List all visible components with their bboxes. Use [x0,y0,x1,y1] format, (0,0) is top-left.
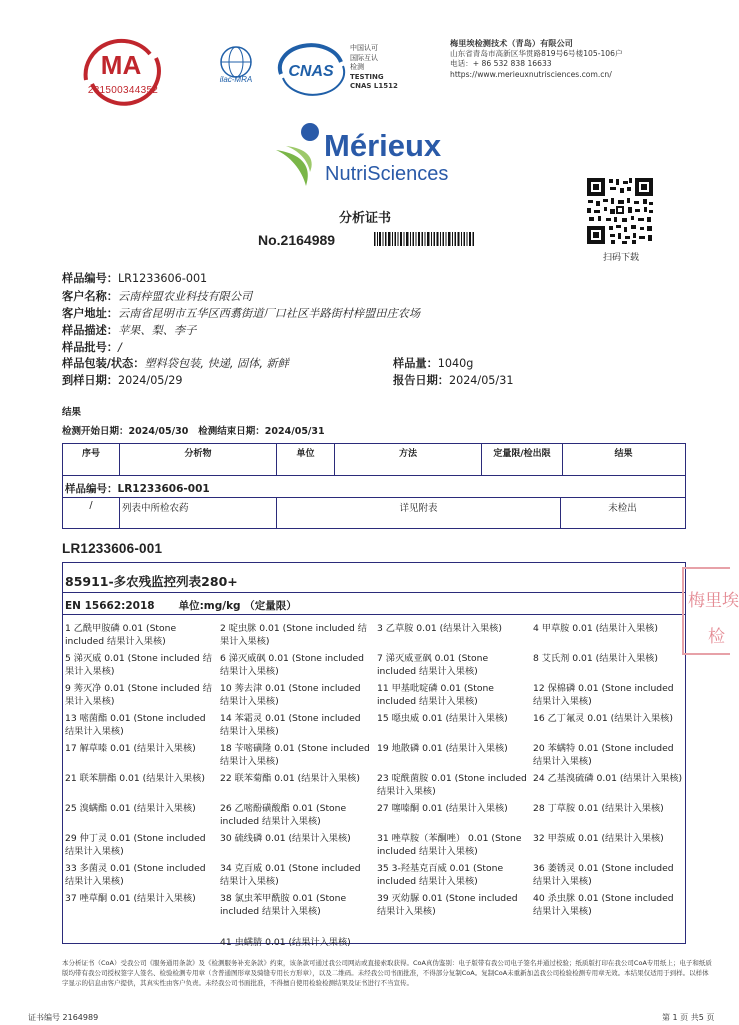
pesticide-item: 3 乙草胺 0.01 (结果计入果核) [377,623,502,634]
pesticide-item: 36 萎锈灵 0.01 (Stone included 结果计入果核) [533,863,674,887]
info-batch: 样品批号：/ [62,341,122,354]
row-method: 详见附表 [277,498,561,528]
results-sample-row: 样品编号：LR1233606-001 [63,476,685,498]
pesticide-item: 17 解草嗪 0.01 (结果计入果核) [65,743,196,754]
pesticide-item: 32 甲萘威 0.01 (结果计入果核) [533,833,664,844]
ilac-label: ilac-MRA [219,75,253,84]
pesticide-sample-id: LR1233606-001 [62,541,163,556]
info-arrival-date: 到样日期：2024/05/29 [62,374,183,387]
pesticide-item: 31 唑草胺（苯酮唑） 0.01 (Stone included 结果计入果核) [377,833,522,857]
pesticide-item: 8 艾氏剂 0.01 (结果计入果核) [533,653,658,664]
cma-code: 231500344352 [87,85,159,96]
company-website: https://www.merieuxnutrisciences.com.cn/ [450,69,612,79]
pesticide-item: 33 多菌灵 0.01 (Stone included 结果计入果核) [65,863,206,887]
pesticide-item: 39 灭幼脲 0.01 (Stone included 结果计入果核) [377,893,518,917]
stamp-text: 梅里埃 检 [688,591,739,647]
svg-text:MA: MA [100,50,142,80]
test-dates: 检测开始日期：2024/05/30 检测结束日期：2024/05/31 [62,426,325,437]
cnas-label: CNAS [288,63,334,80]
col-unit: 单位 [277,444,335,475]
pesticide-item: 10 莠去津 0.01 (Stone included 结果计入果核) [220,683,361,707]
info-report-date: 报告日期：2024/05/31 [393,374,514,387]
col-loq: 定量限/检出限 [482,444,563,475]
info-quantity: 样品量：1040g [393,357,474,370]
pesticide-item: 16 乙丁氟灵 0.01 (结果计入果核) [533,713,673,724]
row-no: / [63,498,120,528]
pesticide-item: 7 涕灭威亚砜 0.01 (Stone included 结果计入果核) [377,653,489,677]
page-number: 第 1 页 共5 页 [662,1013,715,1022]
pesticide-item: 35 3-羟基克百威 0.01 (Stone included 结果计入果核) [377,863,504,887]
pesticide-item: 37 唑草酮 0.01 (结果计入果核) [65,893,196,904]
pesticide-item: 20 苯螨特 0.01 (Stone included 结果计入果核) [533,743,674,767]
pesticide-item: 5 涕灭威 0.01 (Stone included 结果计入果核) [65,653,212,677]
pesticide-item: 4 甲草胺 0.01 (结果计入果核) [533,623,658,634]
cnas-accreditation-text: 中国认可 国际互认 检测 TESTING CNAS L1512 [350,44,398,90]
results-table-header [63,444,685,476]
disclaimer: 本分析证书（CoA）受我公司《服务通用条款》及《检测服务补充条款》约束，该条款可通过我公司网站或直接索取获得。CoA真伪鉴别：电子版带有我公司电子签名并通过校验；纸质版打印在我公司CoA专用纸上；电子和纸质版均带有我公司授权签字人签名、检验检测专用章（含普通图形章及骑缝专用长方形章），以及二维码。未经我公司书面批准，不得部分复制CoA。复制CoA未重新加盖我公司检验检测专用章无效。本结果仅适用于到样。以样体字显示的信息由客户提供，其真实性由客户负责。未经我公司书面批准，不得擅自使用检验检测结果及证书进行不当宣传。 [62,959,712,987]
col-no: 序号 [63,444,120,475]
info-client: 客户名称：云南梓盟农业科技有限公司 [62,290,253,303]
pesticide-item: 23 啶酰菌胺 0.01 (Stone included 结果计入果核) [377,773,527,797]
barcode-icon [374,232,474,246]
cnas-logo-icon [275,44,347,92]
col-method: 方法 [335,444,482,475]
info-description: 样品描述：苹果、梨、李子 [62,324,197,337]
qr-caption: 扫码下载 [602,253,639,263]
pesticide-item: 13 嘧菌酯 0.01 (Stone included 结果计入果核) [65,713,206,737]
pesticide-item: 22 联苯菊酯 0.01 (结果计入果核) [220,773,360,784]
pesticide-item: 41 虫螨腈 0.01 (结果计入果核) [220,937,351,948]
info-sample-no: 样品编号：LR1233606-001 [62,272,208,285]
ilac-mra-logo-icon [205,44,267,88]
company-phone: 电话：+ 86 532 838 16633 [450,59,552,68]
row-analyte: 列表中所检农药 [120,498,277,528]
certificate-number: 证书编号 2164989 [28,1013,99,1022]
results-table [62,443,686,529]
pesticide-item: 38 氯虫苯甲酰胺 0.01 (Stone included 结果计入果核) [220,893,347,917]
pesticide-item: 6 涕灭威砜 0.01 (Stone included 结果计入果核) [220,653,364,677]
document-title: 分析证书 [338,211,391,226]
pesticide-item: 29 仲丁灵 0.01 (Stone included 结果计入果核) [65,833,206,857]
pesticide-item: 15 噁虫威 0.01 (结果计入果核) [377,713,508,724]
logo-text-merieux: Mérieux [324,128,442,163]
pesticide-item: 1 乙酰甲胺磷 0.01 (Stone included 结果计入果核) [65,623,177,647]
info-packaging: 样品包装/状态：塑料袋包装, 快递, 固体, 新鲜 [62,357,289,370]
company-address: 山东省青岛市高新区华贯路819号6号楼105-106户 [450,48,623,58]
document-number: No.2164989 [258,232,336,248]
pesticide-item: 11 甲基吡啶磷 0.01 (Stone included 结果计入果核) [377,683,494,707]
company-name: 梅里埃检测技术（青岛）有限公司 [450,38,573,48]
table-row [63,498,685,528]
merieux-logo-icon [272,120,472,190]
pesticide-item: 9 莠灭净 0.01 (Stone included 结果计入果核) [65,683,212,707]
pesticide-item: 40 杀虫脒 0.01 (Stone included 结果计入果核) [533,893,674,917]
pesticide-item: 30 硫线磷 0.01 (结果计入果核) [220,833,351,844]
info-address: 客户地址：云南省昆明市五华区西翥街道厂口社区半路街村梓盟田庄农场 [62,307,421,320]
row-result: 未检出 [608,503,637,514]
pesticide-item: 12 保棉磷 0.01 (Stone included 结果计入果核) [533,683,674,707]
logo-text-nutrisciences: NutriSciences [325,163,449,185]
pesticide-item: 24 乙基溴硫磷 0.01 (结果计入果核) [533,773,683,784]
pesticide-item: 2 啶虫脒 0.01 (Stone included 结果计入果核) [220,623,367,647]
pesticide-item: 19 地散磷 0.01 (结果计入果核) [377,743,508,754]
company-info [450,38,623,80]
pesticide-item: 25 溴螨酯 0.01 (结果计入果核) [65,803,196,814]
pesticide-item: 26 乙嘧酚磺酸酯 0.01 (Stone included 结果计入果核) [220,803,347,827]
pesticide-item: 21 联苯肼酯 0.01 (结果计入果核) [65,773,205,784]
pesticide-item: 28 丁草胺 0.01 (结果计入果核) [533,803,664,814]
pesticide-item: 34 克百威 0.01 (Stone included 结果计入果核) [220,863,361,887]
pesticide-item: 18 苄嘧磺隆 0.01 (Stone included 结果计入果核) [220,743,370,767]
results-heading: 结果 [62,407,82,418]
col-result: 结果 [614,449,633,459]
col-analyte: 分析物 [120,444,277,475]
pesticide-item: 27 噻嗪酮 0.01 (结果计入果核) [377,803,508,814]
pesticide-item: 14 苯霜灵 0.01 (Stone included 结果计入果核) [220,713,361,737]
pesticide-standard: EN 15662:2018 单位:mg/kg （定量限） [63,593,685,615]
pesticide-list-title: 85911-多农残监控列表280+ [63,563,685,593]
pesticide-list-box [62,562,686,948]
